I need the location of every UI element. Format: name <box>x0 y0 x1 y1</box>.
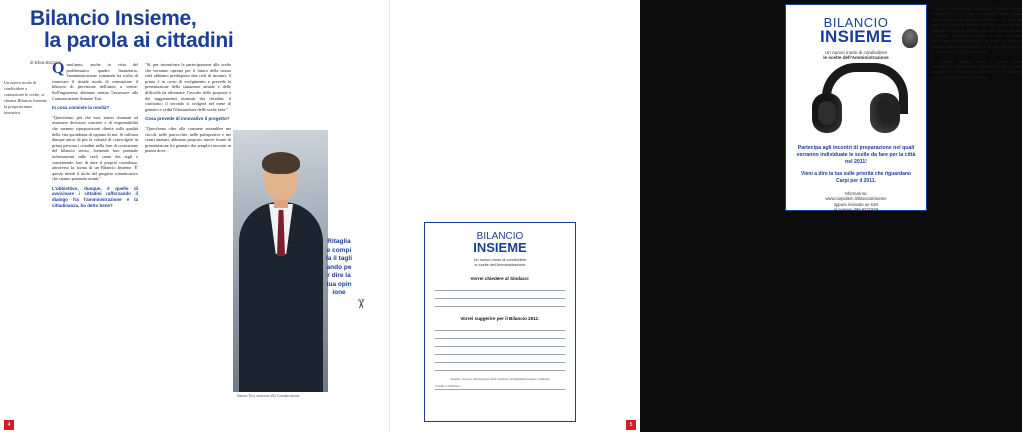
right-col-p2: Il tagliando, riproposto anche in questa pagina, raccoglie le informazioni sull'intero progetto, sono disponibili e scaricabili anche in rete all'indirizzo www.carpidiem.it/bilancioinsieme. <box>932 58 1022 80</box>
right-text-column <box>932 6 1022 84</box>
promo-info-alt: oppure inviando un sms <box>833 201 879 207</box>
promo-subtitle-line-2: le scelte dell'Amministrazione <box>823 55 889 60</box>
promo-info-url[interactable]: www.carpidiem.it/bilancioinsieme <box>825 196 887 202</box>
coupon-footer <box>435 377 565 390</box>
ritaglia-vertical-text <box>326 238 352 298</box>
headphones-pad <box>818 101 836 125</box>
drop-cap: Q <box>52 60 65 77</box>
article-col1-p2: "Quest'anno, più che mai, siamo chiamati ad assumere decisioni concrete e di responsabilità che saranno riproposizioni diretta sulla qualità della vita quotidiana di ognuno di noi. Si rafforza dunque ancor di più la volontà di coinvolgere in prima persona i cittadini nella fase di costruzione del bilancio stesso, fornendo loro puntuale informazioni sulle reali cause dei tagli e consentendo loro di dare il proprio contributo, attraverso la forma di un Bilancio Insieme. È' questo infatti il titolo del progetto comunicativo che stiamo portando avanti." <box>52 114 138 182</box>
coupon-line[interactable] <box>435 363 565 371</box>
article-col2-p2: "Quest'anno oltre alle consuete assemblee nei circoli, nelle parrocchie, nelle polisportive e nei centri anziani, abbiamo proposto nuove forme di presentazione fra gennaio dai semplici incontri in piazza dove... <box>145 125 231 154</box>
article-column-2 <box>145 62 231 158</box>
article-column-1 <box>52 62 138 212</box>
coupon-line[interactable] <box>435 323 565 331</box>
promo-info <box>794 191 918 213</box>
coupon-name-field[interactable]: il nome e l'indirizzo <box>435 384 565 390</box>
coupon-subtitle-line-2: le scelte dell'Amministrazione <box>474 262 526 267</box>
page-title <box>30 8 330 52</box>
portrait-photo <box>233 130 328 392</box>
headphones-icon <box>808 63 904 141</box>
coupon-title-line-1: BILANCIO <box>476 231 524 242</box>
ritaglia-text: Ritaglia e compila il tagliando per dire la tua opinione <box>326 238 353 296</box>
coupon-field-2-input[interactable] <box>435 323 565 371</box>
photo-caption: Simone Tosi, assessore alla Comunicazione <box>236 394 300 398</box>
coupon-line[interactable] <box>435 347 565 355</box>
headline-line-2: la parola ai cittadini <box>44 29 234 52</box>
coupon-line[interactable] <box>435 339 565 347</box>
coupon-title <box>425 231 575 255</box>
coupon-line[interactable] <box>435 355 565 363</box>
coupon-subtitle-line-1: Un nuovo modo di condividere <box>473 257 527 262</box>
promo-message-2: Vieni a dire la tua sulle priorità che riguardano Carpi per il 2011. <box>801 171 911 184</box>
coupon-title-line-2: INSIEME <box>473 240 527 255</box>
left-rail-text: Un nuovo modo di condividere e comunicare le scelte, si chiama Bilancio Insieme la proposta tante iniziativa <box>4 80 47 115</box>
folio-right: 5 <box>626 420 636 430</box>
promo-message: Partecipa agli incontri di preparazione nel quali verranno individuate le scelte da fare per la città nel 2011! <box>796 145 916 165</box>
coupon-line[interactable] <box>435 331 565 339</box>
photo-hair <box>262 152 300 174</box>
article-subhead-1: In cosa consiste la novità? <box>52 105 110 111</box>
promo-subtitle <box>786 50 926 60</box>
coupon-disclaimer: desidero ricevere informazioni sulle iniziative dell'amministrazione comunale <box>450 377 550 381</box>
folio-left: 4 <box>4 420 14 430</box>
coupon-line[interactable] <box>435 283 565 291</box>
article-subhead-3: Cosa prevede di innovativo il progetto? <box>145 116 230 122</box>
coupon-field-2-label: Vorrei suggerire per il Bilancio 2011: <box>460 316 540 321</box>
scissors-icon: ✂ <box>353 298 369 310</box>
promo-info-label: Informati su: <box>844 191 868 196</box>
promo-box <box>785 4 927 211</box>
article-col2-p1: "Sì, per incentivare la partecipazione alle scelte che verranno operate per il futuro della nostra città abbiamo predisposto due cicli di incontri: il primo è in corso di svolgimento e prevede la presentazione della situazione attuale e delle difficoltà da affrontare, l'ascolto delle proposte e dei suggerimenti avanzati dai cittadini; il confronto; il secondo si svolgerà nel mese di gennaio e vedrà l'illustrazione delle scelte fatte." <box>145 62 231 112</box>
article-paragraph <box>52 62 138 101</box>
left-rail-blurb <box>4 80 48 121</box>
promo-subtitle-line-1: Un nuovo modo di condividere <box>824 50 888 55</box>
coupon-line[interactable] <box>435 299 565 307</box>
promo-title-line-1: BILANCIO <box>823 15 889 30</box>
left-page <box>0 0 390 432</box>
byline: di Elisa Bazzani <box>30 60 61 65</box>
coupon-field-1-input[interactable] <box>435 283 565 307</box>
article-col1-p1: uest'anno, anche in vista del problematico quadro finanziario, l'amministrazione comunale ha scelto di rinnovare il rituale modo di comunicare il bilancio di previsione dell'anno a venire. Sull'argomento abbiamo sentito l'assessore alla Comunicazione Simone Tosi. <box>52 62 138 101</box>
city-crest-icon <box>902 29 918 48</box>
promo-title-line-2: INSIEME <box>819 27 892 46</box>
headphones-cup-right <box>870 93 900 133</box>
coupon-field-1-label: Vorrei chiedere al Sindaco: <box>470 276 530 281</box>
coupon-line[interactable] <box>435 291 565 299</box>
headline-line-1: Bilancio Insieme, <box>30 7 197 30</box>
coupon-subtitle <box>425 257 575 267</box>
article-subhead-2: L'obbiettivo, dunque, è quello di avvicinare i cittadini rafforzando il dialogo fra l'amministrazione e la cittadinanza, ho detto bene? <box>52 185 138 208</box>
coupon-box <box>424 222 576 422</box>
promo-info-phone: al numero 366 6221929 <box>833 207 879 213</box>
right-col-p1: mercato, a brevi incontri al bar dove il Sindaco Enrico Campedelli e i diversi componenti della Giunta presenteranno e discuteranno il Bilancio e le scelte da fare con i cittadini presenti, ad altri tipi di incontri pubblici. Un aspetto determinante del progetto saranno i tagliandi, distribuiti in migliaia di copie, da riporre nelle apposite urne presenti ai punti di raccolta. Qualità, nella pertinenza delle scelte sarà comunicata e la occasione di tutti gli interventi. <box>932 6 1022 55</box>
